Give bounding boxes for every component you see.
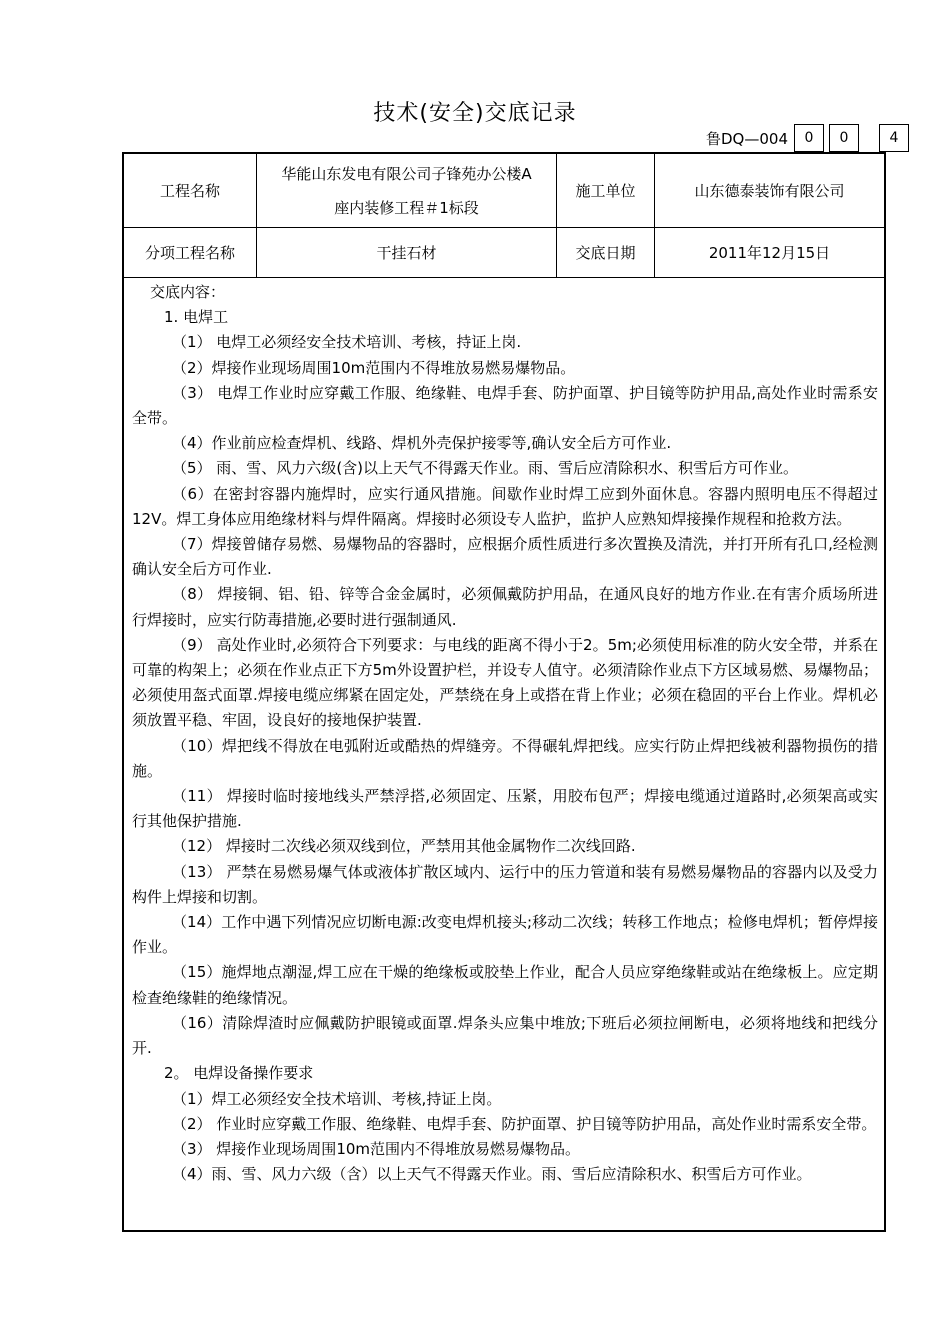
list-item: （2） 作业时应穿戴工作服、绝缘鞋、电焊手套、防护面罩、护目镜等防护用品，高处作业时需系安全带。 bbox=[172, 1114, 877, 1133]
table-divider bbox=[124, 277, 884, 278]
list-item: （1） 电焊工必须经安全技术培训、考核，持证上岗. bbox=[172, 333, 522, 352]
construction-unit-value: 山东德泰装饰有限公司 bbox=[694, 181, 845, 200]
section-2-list bbox=[132, 1087, 878, 1188]
date-label: 交底日期 bbox=[575, 243, 636, 262]
list-item: （7）焊接曾储存易燃、易爆物品的容器时，应根据介质性质进行多次置换及清洗，并打开所有孔口,经检测确认安全后方可作业. bbox=[132, 535, 878, 579]
document-title: 技术(安全)交底记录 bbox=[373, 101, 577, 126]
code-box-2: 0 bbox=[829, 124, 859, 152]
construction-unit-label: 施工单位 bbox=[575, 181, 636, 200]
section-1-list bbox=[132, 330, 878, 1061]
list-item: （2）焊接作业现场周围10m范围内不得堆放易燃易爆物品。 bbox=[172, 358, 576, 377]
list-item: （8） 焊接铜、铝、铅、锌等合金金属时，必须佩戴防护用品，在通风良好的地方作业.在有害介质场所进行焊接时，应实行防毒措施,必要时进行强制通风. bbox=[132, 585, 878, 629]
section-2-title: 2。 电焊设备操作要求 bbox=[164, 1064, 314, 1083]
content-label: 交底内容： bbox=[150, 283, 226, 301]
list-item: （14）工作中遇下列情况应切断电源:改变电焊机接头;移动二次线；转移工作地点；检修电焊机；暂停焊接作业。 bbox=[132, 913, 878, 957]
list-item: （10）焊把线不得放在电弧附近或酷热的焊缝旁。不得碾轧焊把线。应实行防止焊把线被利器物损伤的措施。 bbox=[132, 736, 878, 780]
document-code bbox=[706, 124, 909, 152]
code-box-3: 4 bbox=[879, 124, 909, 152]
list-item: （3） 焊接作业现场周围10m范围内不得堆放易燃易爆物品。 bbox=[172, 1139, 581, 1158]
section-1-title: 1. 电焊工 bbox=[164, 308, 229, 327]
list-item: （5） 雨、雪、风力六级(含)以上天气不得露天作业。雨、雪后应清除积水、积雪后方可作业。 bbox=[172, 459, 799, 478]
project-name-line-2: 座内装修工程＃1标段 bbox=[334, 198, 479, 217]
code-box-1: 0 bbox=[794, 124, 824, 152]
list-item: （3） 电焊工作业时应穿戴工作服、绝缘鞋、电焊手套、防护面罩、护目镜等防护用品,高处作业时需系安全带。 bbox=[132, 383, 878, 428]
document-code-label: 鲁DQ—004 bbox=[706, 129, 788, 148]
list-item: （15）施焊地点潮湿,焊工应在干燥的绝缘板或胶垫上作业，配合人员应穿绝缘鞋或站在绝缘板上。应定期检查绝缘鞋的绝缘情况。 bbox=[132, 963, 878, 1007]
list-item: （4）作业前应检查焊机、线路、焊机外壳保护接零等,确认安全后方可作业. bbox=[172, 434, 672, 453]
list-item: （12） 焊接时二次线必须双线到位，严禁用其他金属物作二次线回路. bbox=[172, 837, 636, 856]
list-item: （16）清除焊渣时应佩戴防护眼镜或面罩.焊条头应集中堆放;下班后必须拉闸断电，必须将地线和把线分开. bbox=[132, 1013, 878, 1058]
list-item: （1）焊工必须经安全技术培训、考核,持证上岗。 bbox=[172, 1089, 502, 1108]
list-item: （11） 焊接时临时接地线头严禁浮搭,必须固定、压紧，用胶布包严；焊接电缆通过道路时,必须架高或实行其他保护措施. bbox=[132, 787, 878, 831]
sub-project-label: 分项工程名称 bbox=[144, 243, 235, 262]
date-value: 2011年12月15日 bbox=[708, 243, 831, 262]
project-name-label: 工程名称 bbox=[159, 181, 220, 200]
project-name-value bbox=[257, 154, 556, 227]
project-name-line-1: 华能山东发电有限公司子锋苑办公楼A bbox=[281, 164, 532, 183]
list-item: （6）在密封容器内施焊时，应实行通风措施。间歇作业时焊工应到外面休息。容器内照明电压不得超过12V。焊工身体应用绝缘材料与焊件隔离。焊接时必须设专人监护，监护人应熟知焊接操作规程和抢救方法。 bbox=[132, 484, 878, 528]
briefing-content bbox=[132, 280, 878, 1187]
sub-project-value: 干挂石材 bbox=[376, 243, 437, 262]
list-item: （4）雨、雪、风力六级（含）以上天气不得露天作业。雨、雪后应清除积水、积雪后方可作业。 bbox=[172, 1165, 812, 1184]
list-item: （13） 严禁在易燃易爆气体或液体扩散区域内、运行中的压力管道和装有易燃易爆物品的容器内以及受力构件上焊接和切割。 bbox=[132, 862, 878, 906]
list-item: （9） 高处作业时,必须符合下列要求：与电线的距离不得小于2。5m;必须使用标准的防火安全带，并系在可靠的构架上；必须在作业点正下方5m外设置护栏，并设专人值守。必须清除作业点下方区域易燃、易爆物品；必须使用盔式面罩.焊接电缆应绑紧在固定处，严禁绕在身上或搭在背上作业；必须在稳固的平台上作业。焊机必须放置平稳、牢固，设良好的接地保护装置. bbox=[132, 635, 878, 730]
record-table bbox=[122, 152, 886, 1232]
